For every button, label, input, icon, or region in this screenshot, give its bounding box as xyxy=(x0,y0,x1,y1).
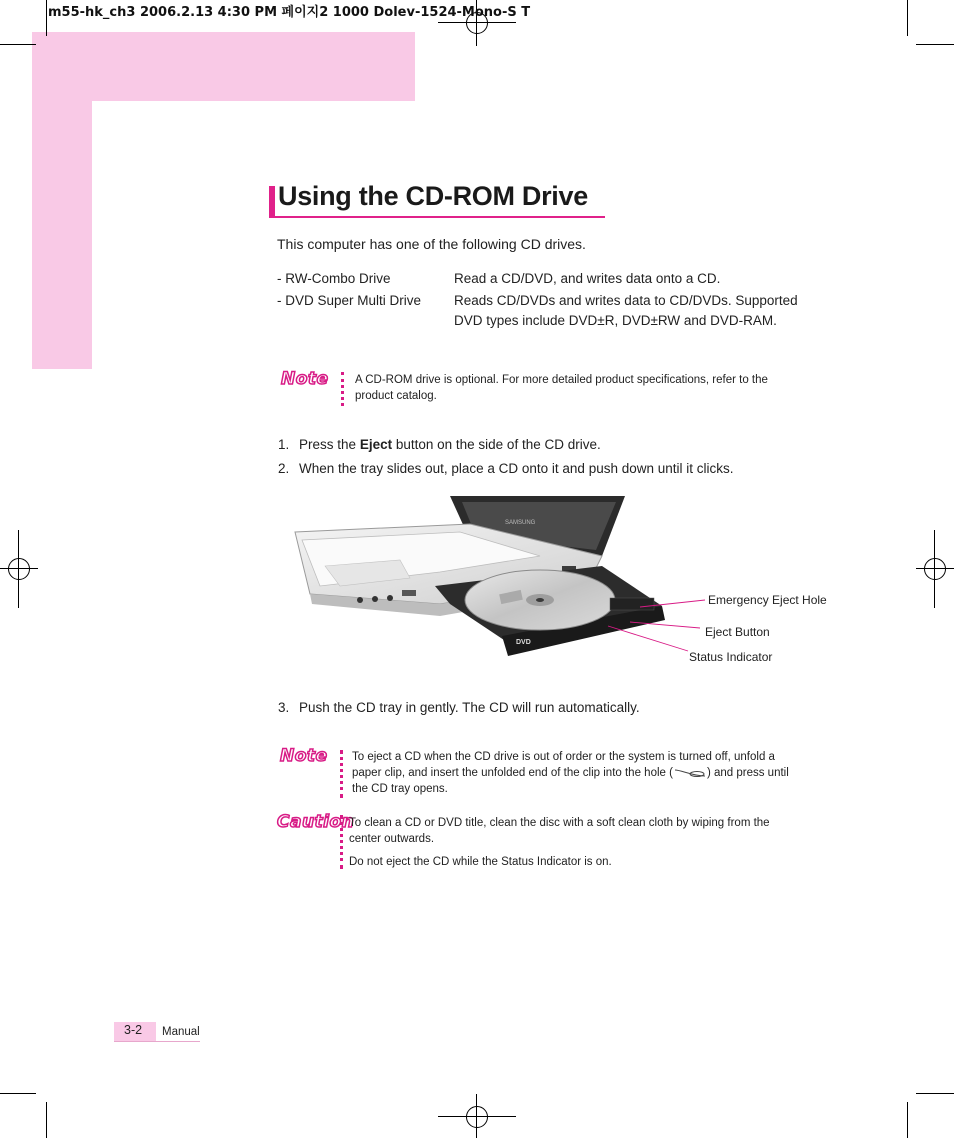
caution-text: Do not eject the CD while the Status Indicator is on. xyxy=(349,856,612,868)
drive-name: - RW-Combo Drive xyxy=(277,271,391,286)
step-number: 2. xyxy=(278,461,290,476)
callout-eject-button: Eject Button xyxy=(705,625,770,639)
step-3 xyxy=(278,700,640,715)
drive-desc: Read a CD/DVD, and writes data onto a CD. xyxy=(454,271,721,286)
step-text: Press the xyxy=(299,437,360,452)
note-text-part: ) and press until the CD tray opens. xyxy=(352,767,789,795)
caution-badge: Caution xyxy=(277,812,355,832)
title-underline xyxy=(269,216,605,218)
note-text: A CD-ROM drive is optional. For more detailed product specifications, refer to the product catalog. xyxy=(355,374,768,402)
drive-desc: Reads CD/DVDs and writes data to CD/DVDs. Supported DVD types include DVD±R, DVD±RW and DVD-RAM. xyxy=(454,293,798,328)
step-text: button on the side of the CD drive. xyxy=(392,437,601,452)
caution-text: To clean a CD or DVD title, clean the disc with a soft clean cloth by wiping from the center outwards. xyxy=(349,817,770,845)
footer-rule xyxy=(114,1041,200,1042)
callout-emergency-eject-hole: Emergency Eject Hole xyxy=(708,593,827,607)
step-number: 3. xyxy=(278,700,290,715)
disc-logo: DVD xyxy=(516,639,531,646)
note-dotted-rule xyxy=(341,372,348,406)
laptop-cd-tray-illustration xyxy=(290,494,830,674)
drive-name: - DVD Super Multi Drive xyxy=(277,293,422,308)
eject-keyword: Eject xyxy=(359,437,393,452)
intro-text: This computer has one of the following CD drives. xyxy=(277,236,586,252)
step-text: Push the CD tray in gently. The CD will run automatically. xyxy=(299,700,640,715)
note-badge: Note xyxy=(281,369,329,389)
callout-status-indicator: Status Indicator xyxy=(689,650,773,664)
step-number: 1. xyxy=(278,437,290,452)
print-header: m55-hk_ch3 2006.2.13 4:30 PM 페이지2 1000 Dolev-1524-Mono-S T xyxy=(48,5,531,20)
caution-dotted-rule xyxy=(340,815,347,869)
note-text-part: To eject a CD when the CD drive is out of order or the system is turned off, unfold a paper clip, and insert the unfolded end of the clip into the hole ( xyxy=(352,751,775,779)
footer-label: Manual xyxy=(162,1026,200,1038)
page-title: Using the CD-ROM Drive xyxy=(278,181,588,211)
title-accent-bar xyxy=(269,186,275,217)
tray-front-bezel xyxy=(610,598,654,610)
step-1 xyxy=(278,437,601,452)
note-badge: Note xyxy=(280,746,328,766)
side-panel xyxy=(32,101,92,369)
note-dotted-rule xyxy=(340,750,347,798)
header-panel xyxy=(32,32,415,101)
step-text: When the tray slides out, place a CD onto it and push down until it clicks. xyxy=(299,461,734,476)
note-text xyxy=(352,749,792,797)
page-number: 3-2 xyxy=(124,1023,143,1037)
status-indicator-leader xyxy=(608,626,688,651)
step-2 xyxy=(278,461,734,476)
brand-label: SAMSUNG xyxy=(505,520,536,526)
paper-clip-hole-icon xyxy=(673,768,707,778)
